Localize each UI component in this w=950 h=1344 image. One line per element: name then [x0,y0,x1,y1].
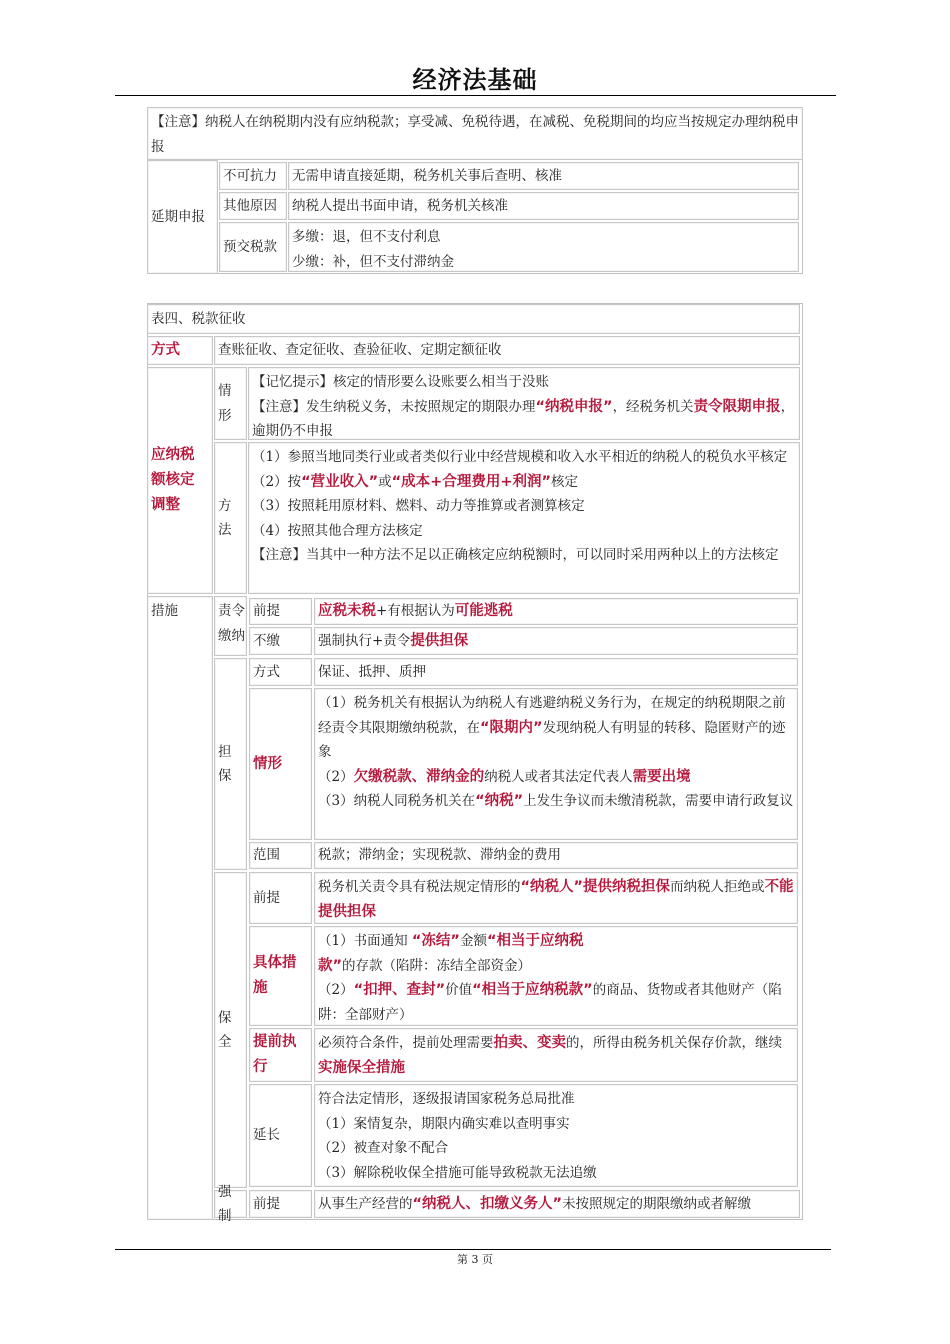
table2-title: 表四、税款征收 [151,310,246,327]
approach-label: 方法 [218,497,232,538]
pp-text-c: 而纳税人拒绝或 [670,879,765,895]
cell-nonpay-label [249,627,312,655]
cell-specific-label [249,926,312,1026]
ext-0: 符合法定情形，逐级报请国家税务总局批准 [318,1091,575,1107]
prepay-underpay: 少缴：补，但不支付滞纳金 [292,253,454,270]
cell-preservation-label [214,872,247,1188]
spec1-c: 金额 [459,933,487,949]
pp-keyword: “纳税人”提供纳税担保 [520,879,671,895]
cell-method-label [147,336,213,365]
cell-order-pay-label [214,596,247,656]
ext-2: （2）被查对象不配合 [318,1140,449,1156]
approach-1: （1）参照当地同类行业或者类似行业中经营规模和收入水平相近的纳税人的税负水平核定 [252,449,788,465]
force-majeure-value: 无需申请直接延期，税务机关事后查明、核准 [292,167,562,184]
specific-label: 具体措施 [253,955,297,996]
cell-extension-label [249,1084,312,1187]
memory-tip: 【记忆提示】核定的情形要么设账要么相当于没账 [252,374,549,390]
prepay-label: 预交税款 [223,238,277,255]
early-a: 必须符合条件，提前处理需要 [318,1035,494,1051]
note-text-e: ，逾期仍不申报 [252,398,795,439]
enforce-label: 强制 [218,1183,232,1224]
page-number: 第 3 页 [457,1253,493,1266]
rowhead-deferred-label: 延期申报 [151,208,205,225]
nonpay-label: 不缴 [253,632,280,649]
spec1-equiv: “相当于应纳税款” [318,933,584,974]
approach-2-revenue: “营业收入” [301,473,379,490]
method-label: 方式 [151,342,180,359]
spec2-equiv: “相当于应纳税款” [472,982,593,998]
method-value: 查账征收、查定征收、查验征收、定期定额征收 [218,342,502,359]
other-reason-label: 其他原因 [223,197,277,214]
extension-label: 延长 [253,1127,280,1144]
case2-arrears: 欠缴税款、滞纳金的 [353,768,485,785]
cell-preservation-premise-label [249,872,312,924]
case1-text-c: 发现纳税人有明显的转移、隐匿财产的迹象 [318,719,786,760]
prepay-overpay: 多缴：退，但不支付利息 [292,229,441,245]
cell-force-majeure-value [288,162,799,190]
spec2-a: （2） [318,982,354,998]
nonpay-text: 强制执行+责令 [318,632,411,649]
ext-3: （3）解除税收保全措施可能导致税款无法追缴 [318,1164,597,1181]
cell-assessment-label [147,367,213,594]
spec1-a: （1）书面通知 [318,933,412,949]
cell-measures-label [147,596,213,1220]
rowhead-deferred [147,160,218,274]
circumstance-label: 情形 [218,383,232,424]
case2-exit: 需要出境 [632,768,691,785]
pp-no-guarantee: 不能提供担保 [318,879,794,920]
approach-3: （3）按照耗用原材料、燃料、动力等推算或者测算核定 [252,498,585,514]
cell-guarantee-case-label [249,688,312,840]
nonpay-guarantee: 提供担保 [410,632,469,649]
note-keyword-deadline: 责令限期申报 [693,398,781,415]
note-cell [147,107,803,160]
cell-force-majeure-label [219,162,287,190]
cell-enforce-premise-value [314,1190,800,1218]
cell-nonpay-value [314,627,798,655]
premise-evasion: 可能逃税 [454,603,513,620]
scope-label: 范围 [253,847,280,864]
order-pay-label: 责令缴纳 [218,603,245,644]
preservation-label: 保全 [218,1009,232,1050]
pp-text-a: 税务机关责令具有税法规定情形的 [318,879,521,895]
case1-keyword: “限期内” [480,719,543,736]
note-keyword-filing: “纳税申报” [535,398,613,415]
cell-approach-label [214,442,247,594]
assessment-label: 应纳税额核定调整 [151,447,195,513]
guarantee-form-value: 保证、抵押、质押 [318,663,426,680]
premise-untaxed: 应税未税 [318,603,376,620]
cell-prepay-value [288,222,799,272]
measures-label: 措施 [151,603,178,619]
force-majeure-label: 不可抗力 [223,167,277,184]
case3-text-c: 上发生争议而未缴清税款，需要申请行政复议 [523,793,794,809]
cell-order-premise-label [249,598,312,625]
cell-early-exec-value [314,1028,798,1082]
approach-4: （4）按照其他合理方法核定 [252,522,423,539]
cell-approach-text [248,442,800,594]
approach-note: 【注意】当其中一种方法不足以正确核定应纳税额时，可以同时采用两种以上的方法核定 [252,547,779,563]
enforce-c: 未按照规定的期限缴纳或者解缴 [562,1195,752,1212]
premise-middle: +有根据认为 [376,603,455,620]
cell-other-reason-label [219,192,287,220]
other-reason-value: 纳税人提出书面申请，税务机关核准 [292,197,508,214]
cell-order-premise-value [314,598,798,625]
guarantee-case-label: 情形 [253,755,282,772]
cell-guarantee-case-value [314,688,798,840]
cell-guarantee-form-value [314,658,798,686]
cell-preservation-premise-value [314,872,798,924]
note-text-a: 【注意】发生纳税义务，未按照规定的期限办理 [252,398,536,415]
cell-method-value [214,336,800,365]
page-title: 经济法基础 [412,66,538,94]
cell-specific-value [314,926,798,1026]
footer-rule [115,1249,831,1250]
approach-2c: 或 [378,473,392,490]
header-rule [115,95,836,96]
spec1-freeze: “冻结” [411,933,460,949]
scope-value: 税款；滞纳金；实现税款、滞纳金的费用 [318,847,561,864]
guarantee-form-label: 方式 [253,663,280,680]
note-text-c: ，经税务机关 [612,398,694,415]
spec2-e: 的商品、货物或者其他财产（陷阱：全部财产） [318,982,782,1023]
case1-text-a: （1）税务机关有根据认为纳税人有逃避纳税义务行为，在规定的纳税期限之前经责令其限期缴纳税款，在 [318,695,786,736]
cell-prepay-label [219,222,287,272]
cell-guarantee-form-label [249,658,312,686]
case2-num: （2） [318,768,354,785]
approach-2-cost: “成本+合理费用+利润” [391,473,552,490]
early-exec-label: 提前执行 [253,1034,297,1075]
cell-circumstance-label [214,367,247,440]
spec2-seize: “扣押、查封” [353,982,446,998]
cell-enforce-label [214,1183,247,1224]
enforce-a: 从事生产经营的 [318,1195,413,1212]
cell-circumstance-text [248,367,800,440]
cell-guarantee-label [214,658,247,870]
case3-keyword: “纳税” [475,793,524,809]
spec2-c: 价值 [445,982,473,998]
case3-text-a: （3）纳税人同税务机关在 [318,793,476,809]
approach-2a: （2）按 [252,473,302,490]
early-c: 的，所得由税务机关保存价款，继续 [566,1035,782,1051]
guarantee-label: 担保 [218,743,232,784]
enforce-keyword: “纳税人、扣缴义务人” [412,1195,563,1212]
cell-extension-value [314,1084,798,1187]
spec1-e: 的存款（陷阱：冻结全部资金） [342,957,532,974]
cell-scope-value [314,842,798,869]
early-auction: 拍卖、变卖 [493,1035,566,1051]
cell-scope-label [249,842,312,869]
preservation-premise-label: 前提 [253,889,280,906]
cell-enforce-premise-label [249,1190,312,1218]
ext-1: （1）案情复杂，期限内确实难以查明事实 [318,1115,570,1132]
cell-early-exec-label [249,1028,312,1082]
note-text: 【注意】纳税人在纳税期内没有应纳税款；享受减、免税待遇，在减税、免税期间的均应当按规定办理纳税申报 [151,114,799,155]
table2-title-cell [147,304,800,334]
approach-2e: 核定 [551,473,579,490]
case2-text: 纳税人或者其法定代表人 [484,768,633,785]
cell-other-reason-value [288,192,799,220]
early-preserve: 实施保全措施 [318,1059,405,1076]
order-premise-label: 前提 [253,603,280,620]
enforce-premise-label: 前提 [253,1195,280,1212]
